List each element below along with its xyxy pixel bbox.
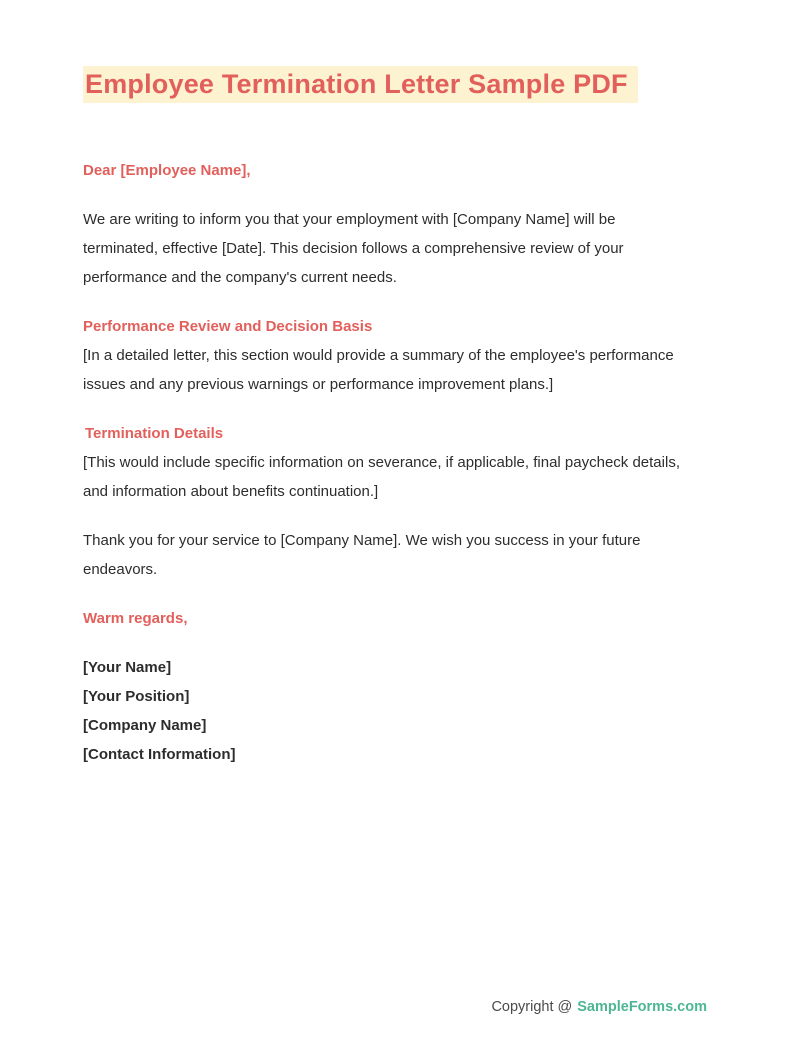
footer xyxy=(491,999,707,1015)
section-body-termination-details: [This would include specific information on severance, if applicable, final paycheck details, and information about benefits continuation.] xyxy=(83,454,680,501)
brand-link[interactable]: SampleForms.com xyxy=(577,999,707,1015)
intro-paragraph: We are writing to inform you that your employment with [Company Name] will be terminated, effective [Date]. This decision follows a comprehensive review of your performance and the company's current needs. xyxy=(83,211,624,287)
page-title-highlight: Employee Termination Letter Sample PDF xyxy=(83,66,638,103)
salutation: Dear [Employee Name], xyxy=(83,162,251,180)
signature-block xyxy=(83,653,687,769)
signature-position: [Your Position] xyxy=(83,688,190,706)
signoff: Warm regards, xyxy=(83,610,188,628)
signature-contact: [Contact Information] xyxy=(83,746,236,764)
closing-paragraph: Thank you for your service to [Company Name]. We wish you success in your future endeavors. xyxy=(83,532,641,579)
copyright-text: Copyright @ xyxy=(491,999,573,1015)
page-title xyxy=(83,66,687,102)
signature-name: [Your Name] xyxy=(83,659,172,677)
section-body-performance-review: [In a detailed letter, this section would provide a summary of the employee's performance issues and any previous warnings or performance improvement plans.] xyxy=(83,347,674,394)
section-heading-termination-details: Termination Details xyxy=(85,425,224,443)
section-heading-performance-review: Performance Review and Decision Basis xyxy=(83,318,373,336)
signature-company: [Company Name] xyxy=(83,717,207,735)
letter-content xyxy=(83,66,687,769)
